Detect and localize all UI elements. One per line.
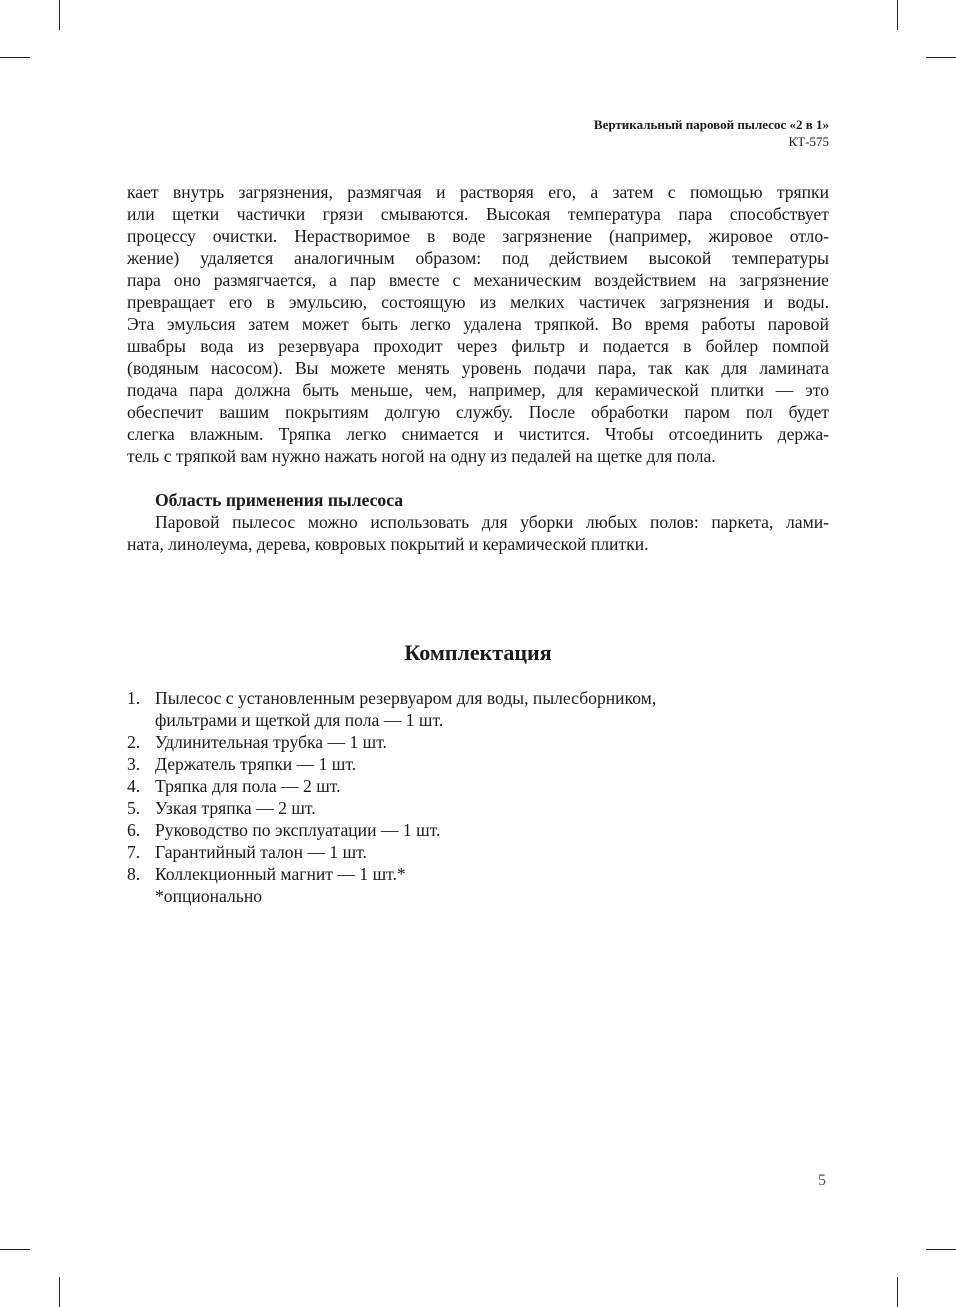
- list-item: [127, 775, 656, 797]
- contents-list: [127, 687, 656, 907]
- text-line: превращает его в эмульсию, состоящую из мелких частичек загрязнения и воды.: [127, 292, 829, 312]
- item-number: 7.: [127, 842, 141, 862]
- running-header: [594, 116, 829, 150]
- item-number: 6.: [127, 820, 141, 840]
- crop-mark: [0, 1249, 30, 1250]
- text-line: жение) удаляется аналогичным образом: под действием высокой температуры: [127, 248, 829, 268]
- section-title: Комплектация: [404, 640, 552, 665]
- item-number: 2.: [127, 732, 141, 752]
- crop-mark: [0, 57, 30, 58]
- text-line: ната, линолеума, дерева, ковровых покрытий и керамической плитки.: [127, 534, 649, 554]
- item-number: 4.: [127, 776, 141, 796]
- text-line: пара оно размягчается, а пар вместе с механическим воздействием на загрязнение: [127, 270, 829, 290]
- item-text: Пылесос с установленным резервуаром для воды, пылесборником,: [155, 688, 657, 708]
- list-item: [127, 731, 656, 753]
- section-heading: Область применения пылесоса: [155, 490, 404, 510]
- crop-mark: [926, 57, 956, 58]
- list-item: [127, 797, 656, 819]
- item-text: Руководство по эксплуатации — 1 шт.: [155, 820, 441, 840]
- crop-mark: [926, 1249, 956, 1250]
- header-model: КТ-575: [788, 134, 829, 149]
- item-text: Коллекционный магнит — 1 шт.*: [155, 864, 406, 884]
- text-line: процессу очистки. Нерастворимое в воде загрязнение (например, жировое отло-: [127, 226, 829, 246]
- body-paragraph: [127, 181, 829, 467]
- list-item: [127, 819, 656, 841]
- item-number: 3.: [127, 754, 141, 774]
- item-number: 1.: [127, 688, 141, 708]
- item-continuation: *опционально: [155, 886, 263, 906]
- text-line: Паровой пылесос можно использовать для уборки любых полов: паркета, лами-: [155, 512, 829, 532]
- crop-mark: [897, 1277, 898, 1307]
- item-number: 5.: [127, 798, 141, 818]
- text-line: тель с тряпкой вам нужно нажать ногой на одну из педалей на щетке для пола.: [127, 446, 716, 466]
- crop-mark: [59, 1277, 60, 1307]
- crop-mark: [59, 0, 60, 30]
- text-line: швабры вода из резервуара проходит через фильтр и подается в бойлер помпой: [127, 336, 829, 356]
- list-item: [127, 841, 656, 863]
- page-number: 5: [818, 1172, 826, 1189]
- header-title: Вертикальный паровой пылесос «2 в 1»: [593, 117, 829, 132]
- text-line: или щетки частички грязи смываются. Высокая температура пара способствует: [127, 204, 829, 224]
- item-continuation: фильтрами и щеткой для пола — 1 шт.: [155, 710, 444, 730]
- text-line: Эта эмульсия затем может быть легко удалена тряпкой. Во время работы паровой: [127, 314, 829, 334]
- item-text: Узкая тряпка — 2 шт.: [155, 798, 316, 818]
- list-item: [127, 753, 656, 775]
- text-line: (водяным насосом). Вы можете менять уровень подачи пара, так как для ламината: [127, 358, 829, 378]
- item-text: Гарантийный талон — 1 шт.: [155, 842, 367, 862]
- item-text: Тряпка для пола — 2 шт.: [155, 776, 341, 796]
- text-line: слегка влажным. Тряпка легко снимается и чистится. Чтобы отсоединить держа-: [127, 424, 829, 444]
- text-line: подача пара должна быть меньше, чем, например, для керамической плитки — это: [127, 380, 829, 400]
- list-item: [127, 863, 656, 885]
- list-item: [127, 687, 656, 709]
- item-text: Держатель тряпки — 1 шт.: [155, 754, 357, 774]
- crop-mark: [897, 0, 898, 30]
- text-line: обеспечит вашим покрытиям долгую службу. После обработки паром пол будет: [127, 402, 829, 422]
- usage-section: [127, 489, 829, 555]
- item-text: Удлинительная трубка — 1 шт.: [155, 732, 387, 752]
- item-number: 8.: [127, 864, 141, 884]
- text-line: кает внутрь загрязнения, размягчая и растворяя его, а затем с помощью тряпки: [127, 182, 829, 202]
